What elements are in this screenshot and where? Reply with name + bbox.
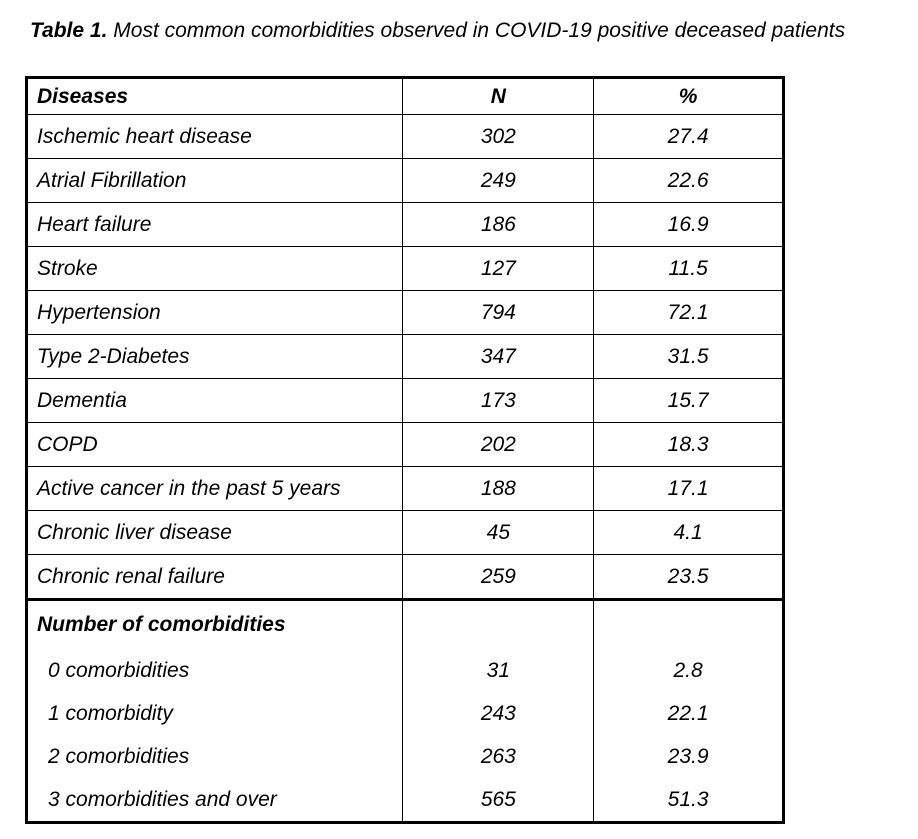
- disease-name-cell: Chronic liver disease: [27, 511, 403, 555]
- percent-cell: 27.4: [594, 115, 784, 159]
- table-row: [27, 379, 784, 423]
- percent-cell: 23.9: [594, 735, 784, 778]
- count-cell: 31: [403, 649, 594, 692]
- disease-name-cell: Dementia: [27, 379, 403, 423]
- table-caption: [30, 16, 845, 46]
- count-cell: 188: [403, 467, 594, 511]
- table-row: [27, 555, 784, 600]
- count-cell: 249: [403, 159, 594, 203]
- count-cell: 565: [403, 778, 594, 823]
- diseases-body: [27, 115, 784, 600]
- table-row: [27, 692, 784, 735]
- table-row: [27, 335, 784, 379]
- table-row: [27, 291, 784, 335]
- header-n: N: [403, 78, 594, 115]
- disease-name-cell: Type 2-Diabetes: [27, 335, 403, 379]
- table-row: [27, 115, 784, 159]
- count-cell: 186: [403, 203, 594, 247]
- table-row: [27, 511, 784, 555]
- comorbidity-count-label-cell: 2 comorbidities: [27, 735, 403, 778]
- table-row: [27, 159, 784, 203]
- empty-cell: [594, 600, 784, 650]
- disease-name-cell: Atrial Fibrillation: [27, 159, 403, 203]
- table-row: [27, 467, 784, 511]
- percent-cell: 18.3: [594, 423, 784, 467]
- count-cell: 302: [403, 115, 594, 159]
- percent-cell: 2.8: [594, 649, 784, 692]
- disease-name-cell: Heart failure: [27, 203, 403, 247]
- table-row: [27, 247, 784, 291]
- table-caption-label: Table 1.: [30, 19, 108, 42]
- count-cell: 127: [403, 247, 594, 291]
- table-row: [27, 649, 784, 692]
- count-cell: 173: [403, 379, 594, 423]
- table-row: [27, 423, 784, 467]
- header-diseases: Diseases: [27, 78, 403, 115]
- comorbidities-table: [25, 76, 785, 824]
- disease-name-cell: Active cancer in the past 5 years: [27, 467, 403, 511]
- count-cell: 243: [403, 692, 594, 735]
- count-cell: 45: [403, 511, 594, 555]
- percent-cell: 72.1: [594, 291, 784, 335]
- percent-cell: 22.1: [594, 692, 784, 735]
- disease-name-cell: COPD: [27, 423, 403, 467]
- count-cell: 347: [403, 335, 594, 379]
- count-cell: 263: [403, 735, 594, 778]
- percent-cell: 51.3: [594, 778, 784, 823]
- comorbidities-count-body: [27, 600, 784, 823]
- count-cell: 259: [403, 555, 594, 600]
- comorbidity-count-label-cell: 3 comorbidities and over: [27, 778, 403, 823]
- empty-cell: [403, 600, 594, 650]
- comorbidity-count-label-cell: 1 comorbidity: [27, 692, 403, 735]
- disease-name-cell: Ischemic heart disease: [27, 115, 403, 159]
- table-caption-text: Most common comorbidities observed in COVID-19 positive deceased patients: [113, 19, 846, 42]
- percent-cell: 23.5: [594, 555, 784, 600]
- table-header-row: [27, 78, 784, 115]
- table-row: [27, 203, 784, 247]
- percent-cell: 16.9: [594, 203, 784, 247]
- percent-cell: 31.5: [594, 335, 784, 379]
- disease-name-cell: Hypertension: [27, 291, 403, 335]
- percent-cell: 17.1: [594, 467, 784, 511]
- percent-cell: 4.1: [594, 511, 784, 555]
- comorbidities-section-header-row: [27, 600, 784, 650]
- section-title: Number of comorbidities: [27, 600, 403, 650]
- comorbidity-count-label-cell: 0 comorbidities: [27, 649, 403, 692]
- percent-cell: 22.6: [594, 159, 784, 203]
- disease-name-cell: Stroke: [27, 247, 403, 291]
- table-row: [27, 735, 784, 778]
- header-percent: %: [594, 78, 784, 115]
- count-cell: 794: [403, 291, 594, 335]
- table-row: [27, 778, 784, 823]
- percent-cell: 15.7: [594, 379, 784, 423]
- disease-name-cell: Chronic renal failure: [27, 555, 403, 600]
- percent-cell: 11.5: [594, 247, 784, 291]
- count-cell: 202: [403, 423, 594, 467]
